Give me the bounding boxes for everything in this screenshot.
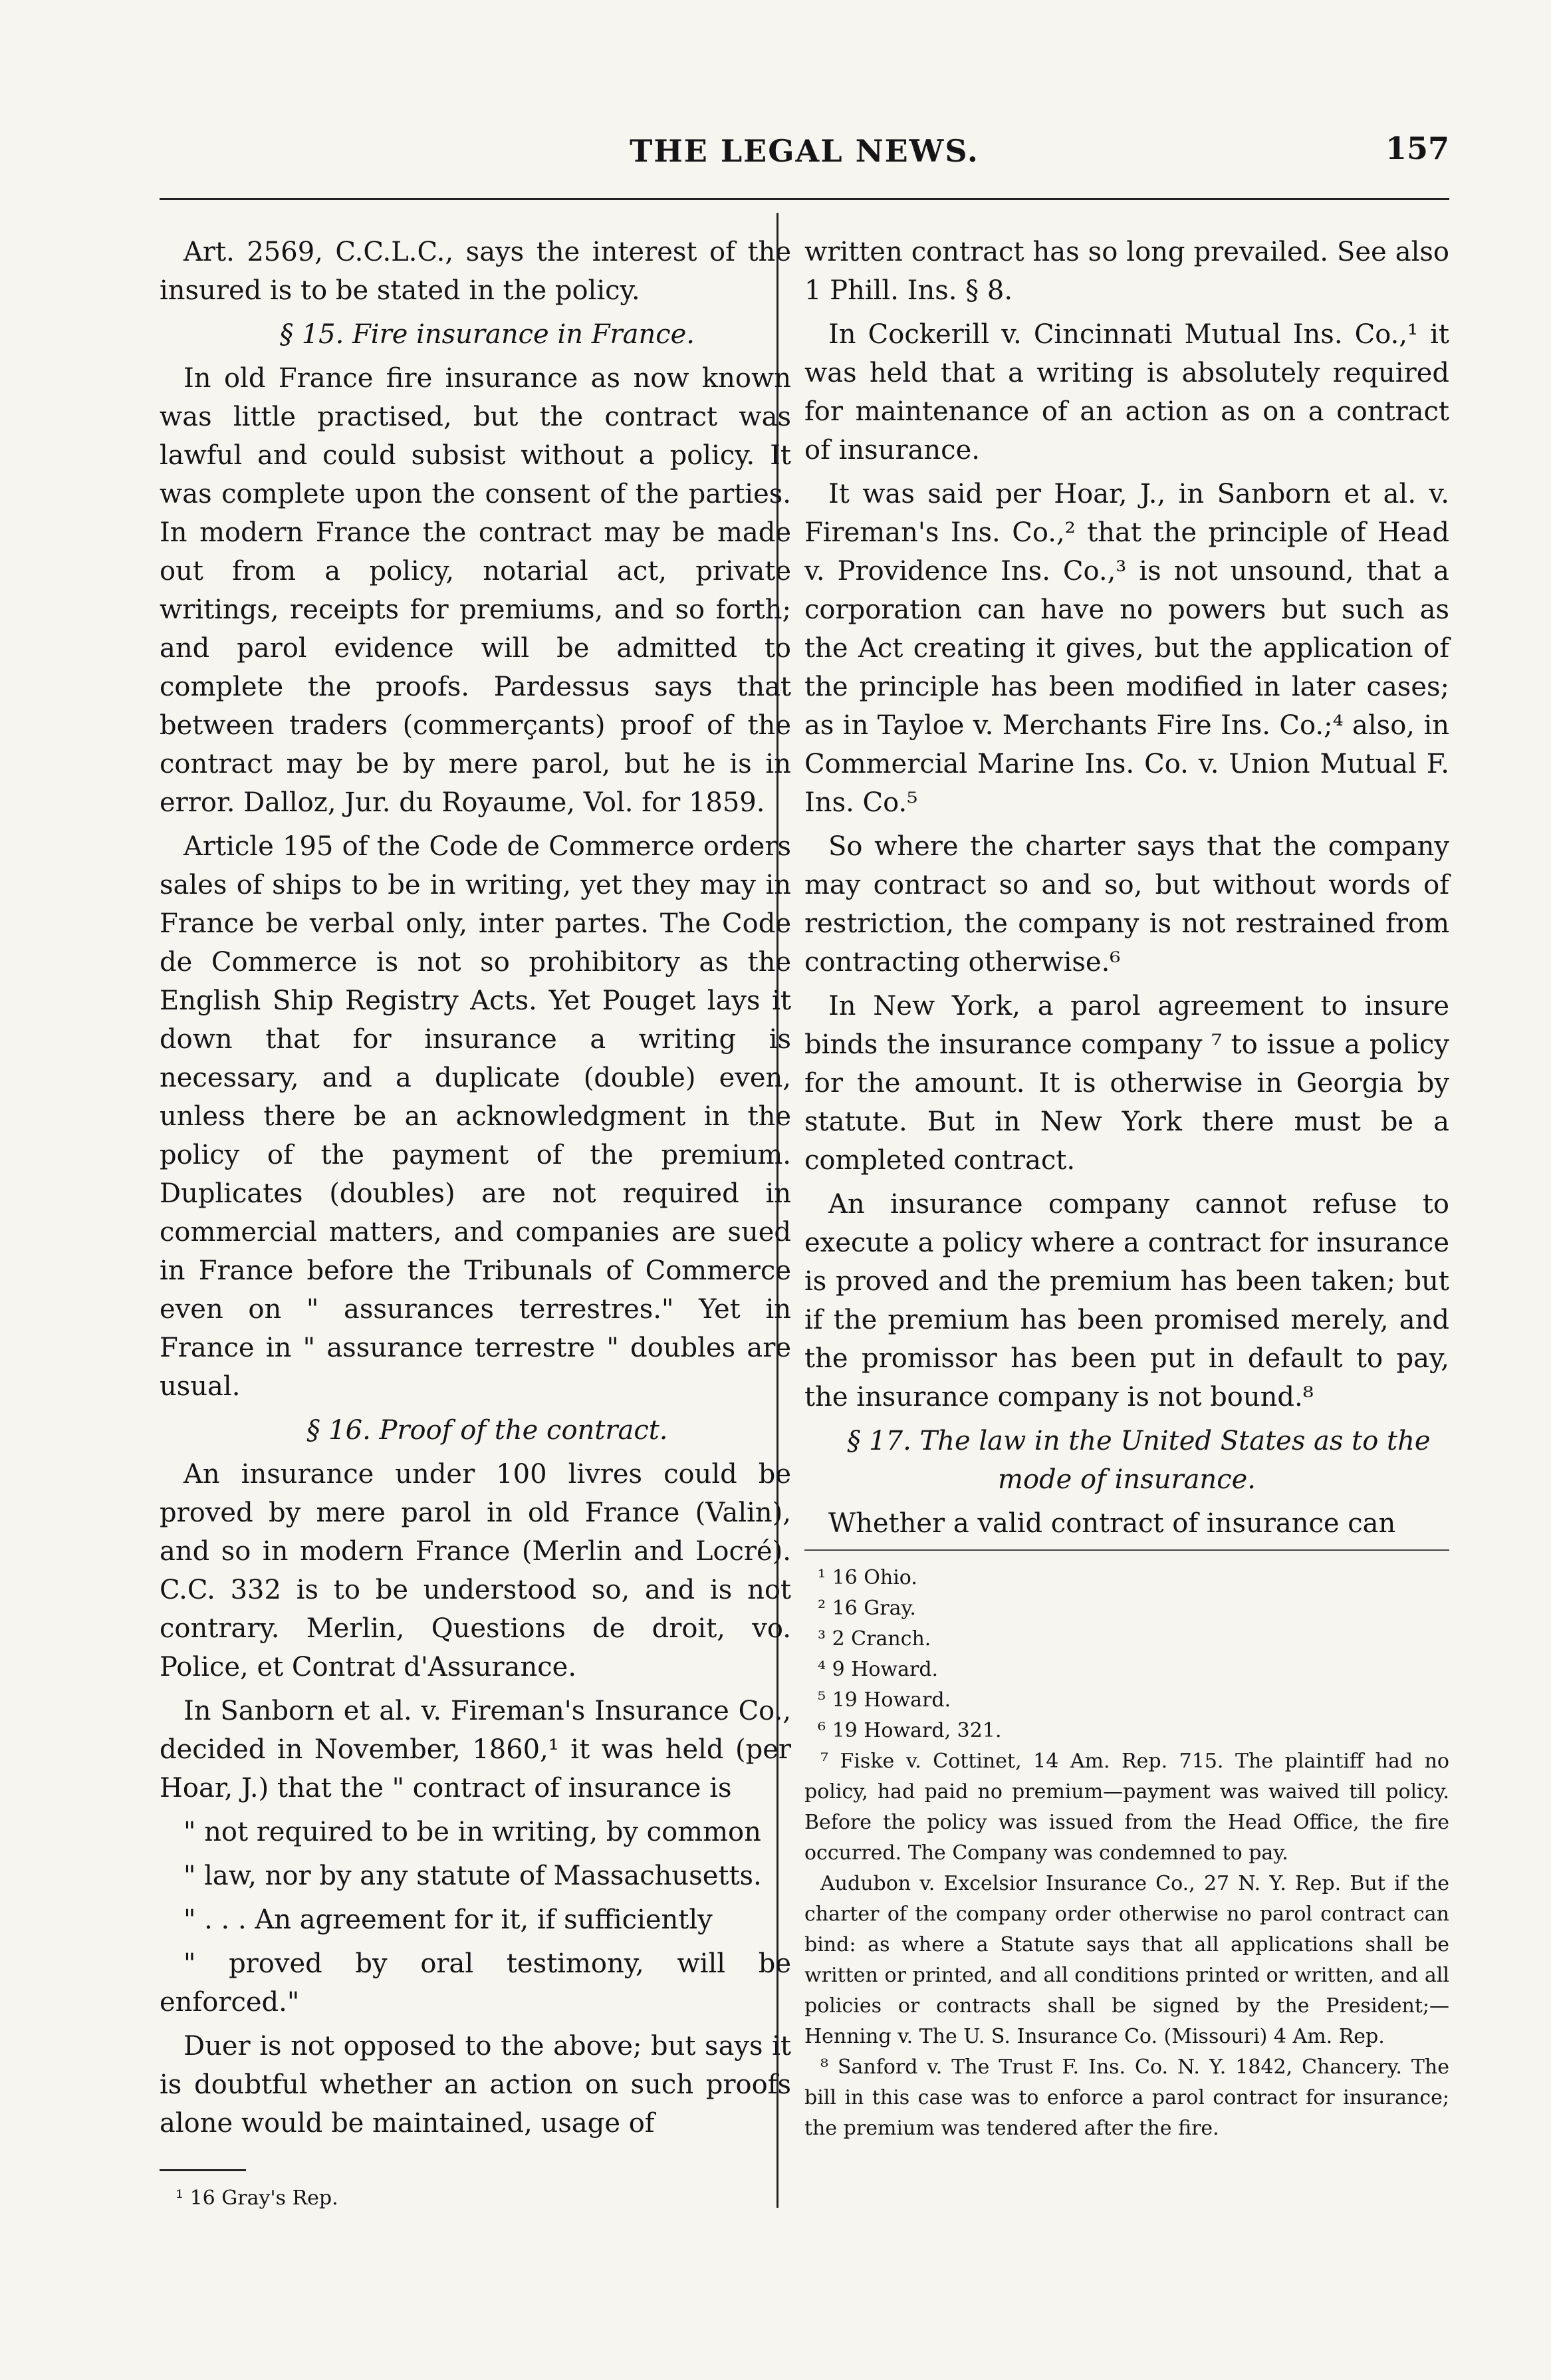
footnote-divider xyxy=(804,1549,1449,1551)
right-column xyxy=(804,233,1449,2228)
footnote: ⁷ Fiske v. Cottinet, 14 Am. Rep. 715. The plaintiff had no policy, had paid no premium—payment was waived till policy. Before the policy was issued from the Head Office, the fire occurred. The Company was condemned to pay. xyxy=(804,1750,1449,1865)
footnote: ¹ 16 Ohio. xyxy=(818,1566,917,1589)
footnote: ¹ 16 Gray's Rep. xyxy=(176,2186,338,2210)
section-heading-15: § 15. Fire insurance in France. xyxy=(279,319,695,350)
footnote: ³ 2 Cranch. xyxy=(818,1627,931,1651)
paragraph: Duer is not opposed to the above; but says it is doubtful whether an action on such proofs alone would be maintained, usage of xyxy=(160,2031,791,2139)
page-number: 157 xyxy=(1385,130,1449,166)
footnote: ⁶ 19 Howard, 321. xyxy=(818,1719,1002,1742)
page-header xyxy=(160,126,1449,186)
footnote: ⁸ Sanford v. The Trust F. Ins. Co. N. Y. 1842, Chancery. The bill in this case was to enforce a parol contract for insurance; the premium was tendered after the fire. xyxy=(804,2055,1449,2140)
footnotes-right xyxy=(804,1563,1449,2144)
paragraph: In Sanborn et al. v. Fireman's Insurance Co., decided in November, 1860,¹ it was held (per Hoar, J.) that the " contract of insurance is xyxy=(160,1696,791,1803)
paragraph: In old France fire insurance as now known was little practised, but the contract was lawful and could subsist without a policy. It was complete upon the consent of the parties. In modern France the contract may be made out from a policy, notarial act, private writings, receipts for premiums, and so forth; and parol evidence will be admitted to complete the proofs. Pardessus says that between traders (commerçants) proof of the contract may be by mere parol, but he is in error. Dalloz, Jur. du Royaume, Vol. for 1859. xyxy=(160,363,791,818)
paragraph: An insurance company cannot refuse to execute a policy where a contract for insurance is proved and the premium has been taken; but if the premium has been promised merely, and the promissor has been put in default to pay, the insurance company is not bound.⁸ xyxy=(804,1189,1449,1412)
section-heading-16: § 16. Proof of the contract. xyxy=(306,1415,668,1446)
running-title: THE LEGAL NEWS. xyxy=(630,133,979,169)
paragraph: written contract has so long prevailed. See also 1 Phill. Ins. § 8. xyxy=(804,237,1449,306)
quote-line: " . . . An agreement for it, if sufficiently xyxy=(183,1905,713,1935)
section-heading-17: § 17. The law in the United States as to the mode of insurance. xyxy=(847,1426,1431,1495)
header-rule xyxy=(160,198,1449,200)
footnotes-left xyxy=(160,2183,791,2214)
paragraph: Art. 2569, C.C.L.C., says the interest of the insured is to be stated in the policy. xyxy=(160,237,791,306)
footnote: Audubon v. Excelsior Insurance Co., 27 N. Y. Rep. But if the charter of the company order otherwise no parol contract can bind: as where a Statute says that all applications shall be written or printed, and all conditions printed or written, and all policies or contracts shall be signed by the President;—Henning v. The U. S. Insurance Co. (Missouri) 4 Am. Rep. xyxy=(804,1872,1449,2048)
quote-line: " proved by oral testimony, will be enforced." xyxy=(160,1948,791,2018)
paragraph: An insurance under 100 livres could be proved by mere parol in old France (Valin), and so in modern France (Merlin and Locré). C.C. 332 is to be understood so, and is not contrary. Merlin, Questions de droit, vo. Police, et Contrat d'Assurance. xyxy=(160,1459,791,1682)
paragraph: Whether a valid contract of insurance can xyxy=(828,1508,1396,1539)
paragraph: It was said per Hoar, J., in Sanborn et al. v. Fireman's Ins. Co.,² that the principle of Head v. Providence Ins. Co.,³ is not unsound, that a corporation can have no powers but such as the Act creating it gives, but the application of the principle has been modified in later cases; as in Tayloe v. Merchants Fire Ins. Co.;⁴ also, in Commercial Marine Ins. Co. v. Union Mutual F. Ins. Co.⁵ xyxy=(804,479,1449,818)
quote-line: " not required to be in writing, by common xyxy=(183,1817,761,1847)
footnote: ⁵ 19 Howard. xyxy=(818,1688,951,1712)
paragraph: In Cockerill v. Cincinnati Mutual Ins. Co.,¹ it was held that a writing is absolutely required for maintenance of an action as on a contract of insurance. xyxy=(804,319,1449,465)
left-column xyxy=(160,233,791,2210)
footnote: ⁴ 9 Howard. xyxy=(818,1658,939,1681)
paragraph: In New York, a parol agreement to insure binds the insurance company ⁷ to issue a policy for the amount. It is otherwise in Georgia by statute. But in New York there must be a completed contract. xyxy=(804,991,1449,1176)
footnote-divider xyxy=(160,2169,246,2171)
footnote: ² 16 Gray. xyxy=(818,1597,916,1620)
paragraph: So where the charter says that the company may contract so and so, but without words of restriction, the company is not restrained from contracting otherwise.⁶ xyxy=(804,831,1449,978)
quote-line: " law, nor by any statute of Massachusetts. xyxy=(183,1861,762,1891)
paragraph: Article 195 of the Code de Commerce orders sales of ships to be in writing, yet they may in France be verbal only, inter partes. The Code de Commerce is not so prohibitory as the English Ship Registry Acts. Yet Pouget lays it down that for insurance a writing is necessary, and a duplicate (double) even, unless there be an acknowledgment in the policy of the payment of the premium. Duplicates (doubles) are not required in commercial matters, and companies are sued in France before the Tribunals of Commerce even on " assurances terrestres." Yet in France in " assurance terrestre " doubles are usual. xyxy=(160,831,791,1402)
